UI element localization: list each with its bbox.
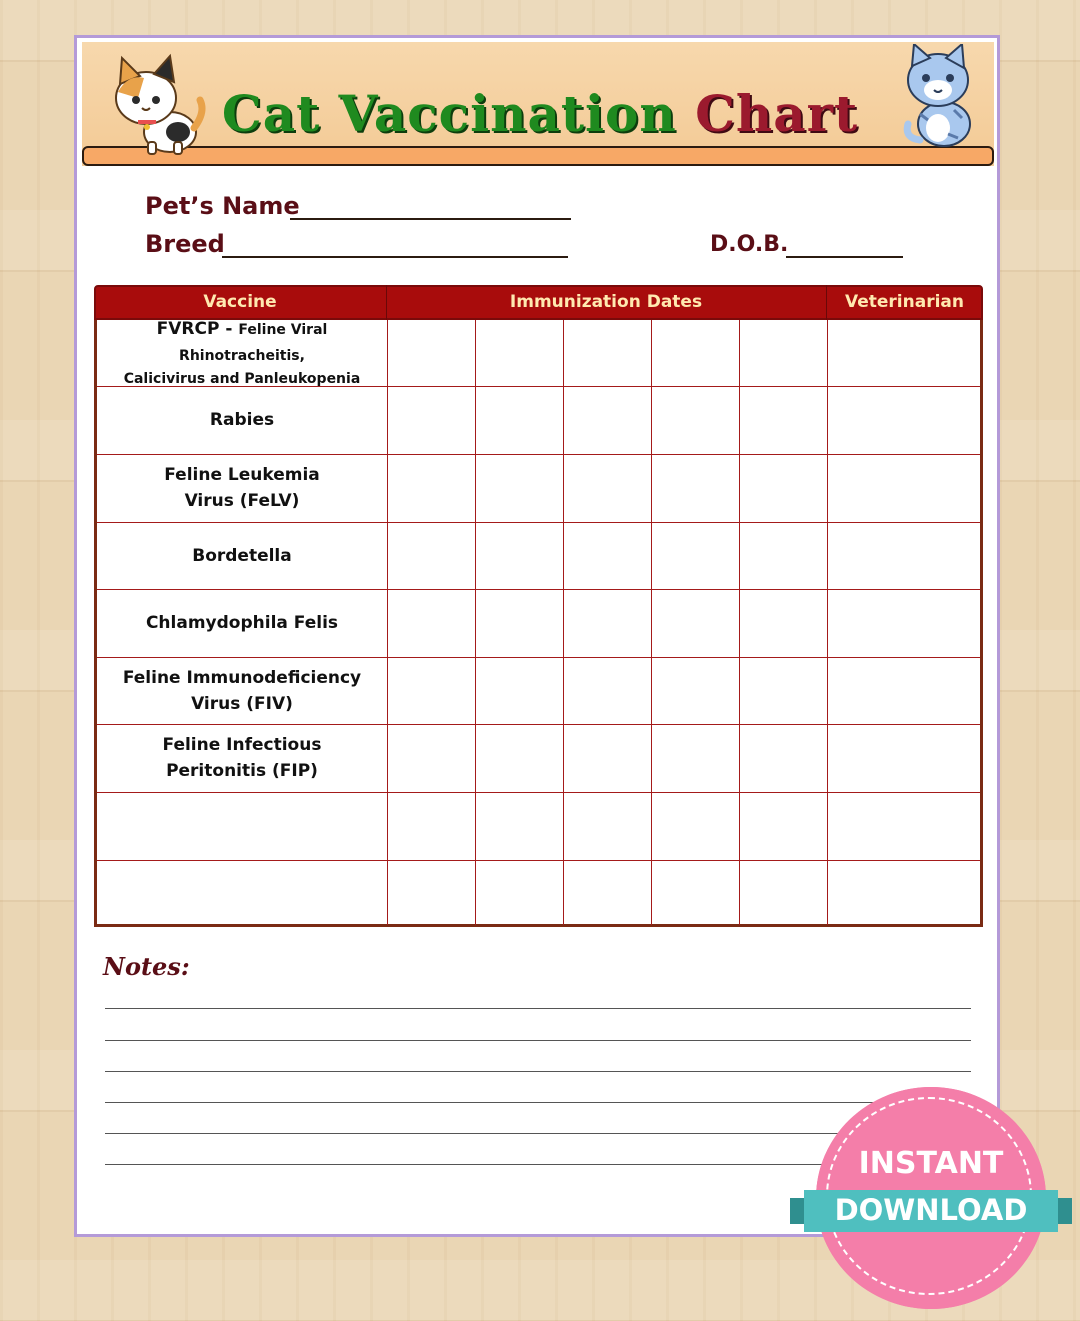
badge-instant-text: INSTANT — [858, 1146, 1004, 1181]
badge-download-text: DOWNLOAD — [834, 1193, 1028, 1227]
column-line — [475, 320, 476, 925]
vaccine-name: Feline Leukemia — [164, 465, 320, 485]
page-title — [0, 84, 1080, 144]
dob-line[interactable] — [786, 256, 903, 258]
notes-line[interactable] — [105, 1102, 971, 1103]
column-line — [739, 320, 740, 925]
vaccine-name-fvrcp: FVRCP - — [156, 319, 233, 339]
vaccine-name-line2: Peritonitis (FIP) — [166, 761, 318, 781]
title-word-chart: Chart — [695, 84, 859, 143]
column-line — [563, 320, 564, 925]
vaccine-name-line2: Virus (FIV) — [191, 693, 293, 714]
title-word-vaccination: Vaccination — [338, 84, 677, 143]
header-veterinarian: Veterinarian — [845, 292, 964, 312]
title-word-cat: Cat — [221, 84, 321, 143]
notes-line[interactable] — [105, 1008, 971, 1009]
vaccine-name: Bordetella — [192, 545, 292, 566]
vaccine-detail-line1: Feline Viral Rhinotracheitis, — [179, 322, 328, 364]
pet-name-line[interactable] — [290, 218, 571, 220]
column-line — [827, 320, 828, 925]
vaccine-name: Rabies — [209, 410, 275, 430]
vaccine-row-fip — [97, 724, 387, 792]
breed-label: Breed — [145, 230, 225, 258]
vaccine-name: Feline Infectious — [162, 735, 322, 755]
vaccine-name-line2: Virus (FeLV) — [184, 491, 300, 511]
notes-line[interactable] — [105, 1071, 971, 1072]
header-vaccine: Vaccine — [203, 292, 277, 312]
pet-name-label: Pet’s Name — [145, 192, 300, 220]
vaccine-name: Chlamydophila Felis — [145, 613, 339, 633]
vaccine-row-bordetella — [97, 522, 387, 589]
notes-line[interactable] — [105, 1040, 971, 1041]
vaccine-row-chlamydophila — [97, 589, 387, 657]
vaccine-name: Feline Immunodeficiency — [122, 667, 362, 688]
vaccine-row-blank[interactable] — [97, 792, 387, 860]
column-line — [387, 320, 388, 925]
breed-line[interactable] — [222, 256, 568, 258]
column-line — [651, 320, 652, 925]
vaccine-row-blank[interactable] — [97, 860, 387, 925]
vaccine-detail-line2: Calicivirus and Panleukopenia — [123, 371, 361, 387]
vaccine-row-fvrcp — [97, 320, 387, 386]
vaccine-row-fiv — [97, 657, 387, 724]
dob-label: D.O.B. — [710, 232, 789, 257]
header-bar — [82, 146, 994, 166]
header-immunization-dates: Immunization Dates — [509, 292, 703, 312]
vaccine-row-felv — [97, 454, 387, 522]
vaccine-row-rabies — [97, 386, 387, 454]
notes-label: Notes: — [103, 952, 190, 981]
